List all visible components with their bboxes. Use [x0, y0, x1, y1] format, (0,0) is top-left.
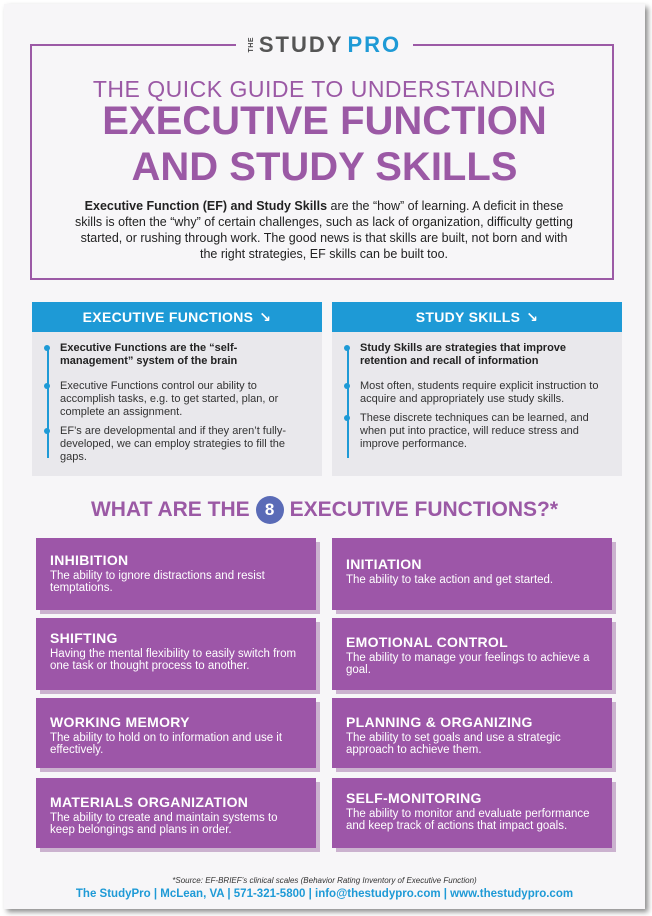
logo-pro: PRO [347, 32, 402, 57]
column-heading-label: STUDY SKILLS [415, 309, 521, 325]
card-description: The ability to take action and get started. [346, 574, 554, 586]
card-title: MATERIALS ORGANIZATION [50, 794, 249, 810]
main-title [4, 98, 645, 190]
bullet-dot-icon [44, 383, 50, 389]
document-page [4, 4, 645, 909]
card-description: The ability to manage your feelings to achieve a goal. [346, 652, 590, 676]
list-item-text: These discrete techniques can be learned, and when put into practice, will reduce stress and improve performance. [360, 412, 589, 450]
card-title: INHIBITION [50, 552, 129, 568]
card-title: INITIATION [346, 556, 422, 572]
function-card-materials-organization [36, 778, 316, 848]
studypro-logo [236, 32, 413, 58]
intro-text: are the “how” of learning. A deficit in these skills is often the “why” of certain challenges, such as lack of organization, difficulty getting started, or rushing through work. The good news is that skills are built, not born and with the right strategies, EF skills can be built too. [75, 199, 573, 261]
card-title: SELF-MONITORING [346, 790, 482, 806]
section-heading-post: EXECUTIVE FUNCTIONS?* [289, 498, 558, 521]
function-card-initiation [332, 538, 612, 610]
section-heading [4, 496, 645, 524]
column-body [332, 332, 622, 451]
contact-line: The StudyPro | McLean, VA | 571-321-5800 | info@thestudypro.com | www.thestudypro.com [75, 888, 574, 900]
title-line-2: EXECUTIVE FUNCTION [102, 99, 547, 143]
column-heading-label: EXECUTIVE FUNCTIONS [82, 309, 254, 325]
study-skills-column [332, 302, 622, 476]
list-item-text: Most often, students require explicit instruction to acquire and appropriately use study skills. [360, 380, 599, 405]
intro-bold: Executive Function (EF) and Study Skills [84, 199, 328, 213]
list-item [360, 342, 610, 368]
list-item-text: Executive Functions are the “self-management” system of the brain [60, 342, 238, 367]
column-heading [332, 302, 622, 332]
list-item [60, 380, 310, 419]
function-card-emotional-control [332, 618, 612, 690]
card-description: The ability to monitor and evaluate performance and keep track of actions that impact goals. [346, 808, 590, 832]
function-card-self-monitoring [332, 778, 612, 848]
logo-study: STUDY [258, 32, 344, 57]
list-item [360, 412, 610, 451]
card-description: The ability to ignore distractions and resist temptations. [50, 570, 265, 594]
card-description: The ability to hold on to information and use it effectively. [50, 732, 283, 756]
intro-paragraph [74, 198, 574, 262]
card-title: PLANNING & ORGANIZING [346, 714, 533, 730]
arrow-down-right-icon: ↘ [259, 308, 272, 325]
card-description: Having the mental flexibility to easily switch from one task or thought process to another. [50, 648, 297, 672]
list-item [60, 425, 310, 464]
bullet-dot-icon [344, 383, 350, 389]
card-description: The ability to set goals and use a strategic approach to achieve them. [346, 732, 561, 756]
title-line-1: THE QUICK GUIDE TO UNDERSTANDING [92, 76, 557, 102]
timeline-line [347, 346, 349, 458]
card-description: The ability to create and maintain systems to keep belongings and plans in order. [50, 812, 278, 836]
arrow-down-right-icon: ↘ [526, 308, 539, 325]
bullet-dot-icon [44, 345, 50, 351]
bullet-dot-icon [44, 428, 50, 434]
function-card-inhibition [36, 538, 316, 610]
function-card-planning-organizing [332, 698, 612, 768]
list-item-text: Executive Functions control our ability to accomplish tasks, e.g. to get started, plan, or complete an assignment. [60, 380, 279, 418]
logo-row [4, 32, 645, 58]
timeline-line [47, 346, 49, 458]
executive-functions-column [32, 302, 322, 476]
title-line-3: AND STUDY SKILLS [131, 145, 518, 189]
card-title: SHIFTING [50, 630, 118, 646]
list-item-text: EF’s are developmental and if they aren’t fully-developed, we can employ strategies to fill the gaps. [60, 425, 287, 463]
card-title: EMOTIONAL CONTROL [346, 634, 508, 650]
list-item [360, 380, 610, 406]
source-footnote: *Source: EF-BRIEF’s clinical scales (Behavior Rating Inventory of Executive Function) [172, 876, 477, 885]
logo-the: THE [247, 37, 255, 53]
bullet-dot-icon [344, 415, 350, 421]
column-body [32, 332, 322, 464]
function-card-shifting [36, 618, 316, 690]
bullet-dot-icon [344, 345, 350, 351]
list-item [60, 342, 310, 368]
function-card-working-memory [36, 698, 316, 768]
list-item-text: Study Skills are strategies that improve retention and recall of information [360, 342, 567, 367]
card-title: WORKING MEMORY [50, 714, 190, 730]
number-badge: 8 [256, 496, 284, 524]
section-heading-pre: WHAT ARE THE [90, 498, 250, 521]
column-heading [32, 302, 322, 332]
